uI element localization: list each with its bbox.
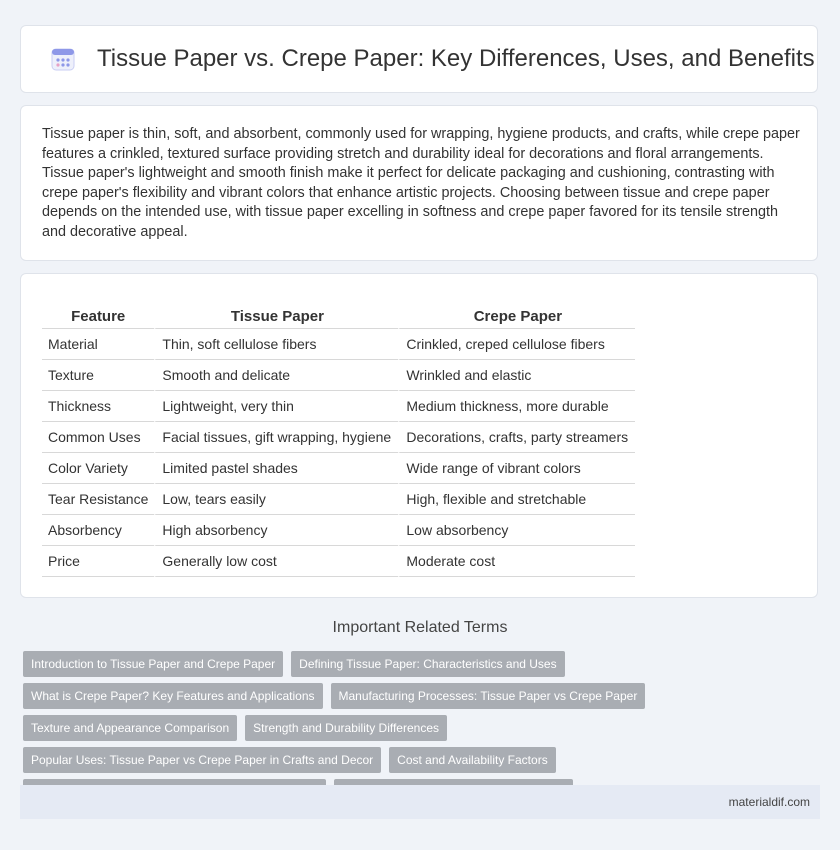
crepe-cell: Medium thickness, more durable (398, 391, 635, 422)
related-tag-introduction[interactable]: Introduction to Tissue Paper and Crepe Paper (23, 651, 283, 677)
page-title: Tissue Paper vs. Crepe Paper: Key Differences, Uses, and Benefits (97, 45, 815, 72)
table-row (42, 360, 635, 391)
tissue-cell: Thin, soft cellulose fibers (154, 329, 398, 360)
intro-card (20, 105, 818, 261)
table-row (42, 515, 635, 546)
table-row (42, 453, 635, 484)
comparison-table (42, 304, 635, 577)
table-row (42, 546, 635, 577)
calendar-grid-icon (50, 46, 76, 72)
tissue-cell: Low, tears easily (154, 484, 398, 515)
tissue-cell: Lightweight, very thin (154, 391, 398, 422)
related-tag-defining-tissue[interactable]: Defining Tissue Paper: Characteristics and Uses (291, 651, 564, 677)
tissue-cell: Generally low cost (154, 546, 398, 577)
feature-cell: Color Variety (42, 453, 154, 484)
header-feature: Feature (42, 304, 154, 329)
header-crepe-paper: Crepe Paper (398, 304, 635, 329)
related-tag-popular-uses[interactable]: Popular Uses: Tissue Paper vs Crepe Paper in Crafts and Decor (23, 747, 381, 773)
related-tag-cost[interactable]: Cost and Availability Factors (389, 747, 556, 773)
feature-cell: Absorbency (42, 515, 154, 546)
tissue-cell: Smooth and delicate (154, 360, 398, 391)
feature-cell: Material (42, 329, 154, 360)
feature-cell: Tear Resistance (42, 484, 154, 515)
feature-cell: Common Uses (42, 422, 154, 453)
header-tissue-paper: Tissue Paper (154, 304, 398, 329)
related-terms-title: Important Related Terms (332, 619, 508, 636)
tissue-cell: Limited pastel shades (154, 453, 398, 484)
related-terms-tags (23, 651, 813, 805)
tissue-cell: Facial tissues, gift wrapping, hygiene (154, 422, 398, 453)
footer (20, 785, 820, 819)
tissue-cell: High absorbency (154, 515, 398, 546)
crepe-cell: Crinkled, creped cellulose fibers (398, 329, 635, 360)
crepe-cell: Low absorbency (398, 515, 635, 546)
related-tag-strength[interactable]: Strength and Durability Differences (245, 715, 447, 741)
feature-cell: Thickness (42, 391, 154, 422)
related-tag-manufacturing[interactable]: Manufacturing Processes: Tissue Paper vs Crepe Paper (331, 683, 646, 709)
crepe-cell: Decorations, crafts, party streamers (398, 422, 635, 453)
table-row (42, 391, 635, 422)
table-row (42, 484, 635, 515)
related-tag-what-is-crepe[interactable]: What is Crepe Paper? Key Features and Applications (23, 683, 323, 709)
related-tag-texture[interactable]: Texture and Appearance Comparison (23, 715, 237, 741)
table-row (42, 422, 635, 453)
intro-paragraph: Tissue paper is thin, soft, and absorbent, commonly used for wrapping, hygiene products, and crafts, while crepe paper features a crinkled, textured surface providing stretch and durability ideal for decorations and floral arrangements. Tissue paper's lightweight and smooth finish make it perfect for delicate packaging and cushioning, contrasting with crepe paper's flexibility and vibrant colors that enhance artistic projects. Choosing between tissue and crepe paper depends on the intended use, with tissue paper excelling in softness and crepe paper favored for its tensile strength and decorative appeal. (42, 126, 800, 240)
header-card (20, 25, 818, 93)
table-row (42, 329, 635, 360)
crepe-cell: High, flexible and stretchable (398, 484, 635, 515)
feature-cell: Texture (42, 360, 154, 391)
crepe-cell: Wrinkled and elastic (398, 360, 635, 391)
crepe-cell: Moderate cost (398, 546, 635, 577)
crepe-cell: Wide range of vibrant colors (398, 453, 635, 484)
footer-site-name: materialdif.com (728, 795, 810, 809)
comparison-table-card (20, 273, 818, 598)
table-header-row (42, 304, 635, 329)
feature-cell: Price (42, 546, 154, 577)
